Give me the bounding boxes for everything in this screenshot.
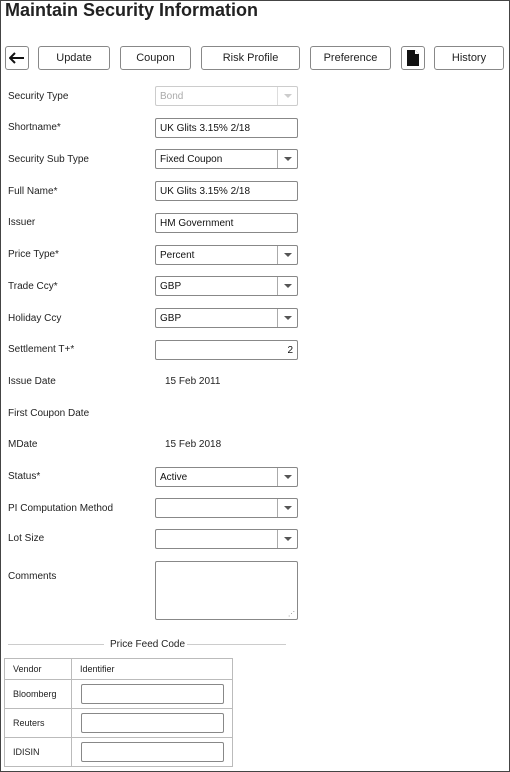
section-divider [8, 644, 104, 645]
first-coupon-date-label: First Coupon Date [8, 408, 90, 419]
identifier-input[interactable] [81, 713, 224, 733]
chevron-down-icon[interactable] [277, 150, 297, 168]
chevron-down-icon[interactable] [277, 246, 297, 264]
chevron-down-icon[interactable] [277, 499, 297, 517]
back-button[interactable] [5, 46, 29, 70]
update-button[interactable]: Update [38, 46, 110, 70]
identifier-cell [72, 680, 233, 709]
holiday-ccy-value: GBP [160, 312, 182, 324]
security-sub-type-label: Security Sub Type [8, 154, 89, 165]
vendor-cell: Reuters [5, 709, 72, 738]
identifier-input[interactable] [81, 742, 224, 762]
section-divider [186, 644, 286, 645]
column-header-vendor: Vendor [5, 659, 72, 680]
settlement-input[interactable]: 2 [155, 340, 298, 360]
mdate-value: 15 Feb 2018 [165, 439, 222, 450]
status-label: Status* [8, 471, 41, 482]
column-header-identifier: Identifier [72, 659, 233, 680]
risk-profile-button[interactable]: Risk Profile [201, 46, 300, 70]
price-type-label: Price Type* [8, 249, 59, 260]
chevron-down-icon[interactable] [277, 530, 297, 548]
price-feed-title: Price Feed Code [110, 639, 186, 650]
settlement-label: Settlement T+* [8, 344, 75, 355]
coupon-button[interactable]: Coupon [120, 46, 191, 70]
full-name-label: Full Name* [8, 186, 58, 197]
pi-method-select[interactable] [155, 498, 298, 518]
pi-method-label: PI Computation Method [8, 503, 114, 514]
holiday-ccy-label: Holiday Ccy [8, 313, 62, 324]
vendor-cell: Bloomberg [5, 680, 72, 709]
shortname-input[interactable]: UK Glits 3.15% 2/18 [155, 118, 298, 138]
history-button[interactable]: History [434, 46, 504, 70]
trade-ccy-label: Trade Ccy* [8, 281, 58, 292]
security-type-select [155, 86, 298, 106]
security-type-label: Security Type [8, 91, 69, 102]
shortname-label: Shortname* [8, 122, 61, 133]
document-icon [407, 50, 419, 66]
page-title: Maintain Security Information [5, 0, 259, 20]
table-row [5, 738, 233, 767]
price-feed-table [4, 658, 233, 767]
trade-ccy-select[interactable] [155, 276, 298, 296]
security-type-value: Bond [160, 90, 184, 102]
preference-button[interactable]: Preference [310, 46, 391, 70]
identifier-cell [72, 738, 233, 767]
vendor-cell: IDISIN [5, 738, 72, 767]
security-sub-type-select[interactable] [155, 149, 298, 169]
price-type-value: Percent [160, 249, 195, 261]
price-type-select[interactable] [155, 245, 298, 265]
document-button[interactable] [401, 46, 425, 70]
table-row [5, 680, 233, 709]
chevron-down-icon [277, 87, 297, 105]
full-name-input[interactable]: UK Glits 3.15% 2/18 [155, 181, 298, 201]
trade-ccy-value: GBP [160, 280, 182, 292]
mdate-label: MDate [8, 439, 38, 450]
lot-size-select[interactable] [155, 529, 298, 549]
status-select[interactable] [155, 467, 298, 487]
chevron-down-icon[interactable] [277, 277, 297, 295]
lot-size-label: Lot Size [8, 533, 45, 544]
identifier-input[interactable] [81, 684, 224, 704]
security-sub-type-value: Fixed Coupon [160, 153, 223, 165]
comments-label: Comments [8, 571, 57, 582]
comments-textarea[interactable] [155, 561, 298, 620]
issue-date-label: Issue Date [8, 376, 56, 387]
status-value: Active [160, 471, 188, 483]
issuer-label: Issuer [8, 217, 36, 228]
resize-grip-icon[interactable]: ⋰ [288, 611, 295, 618]
table-row [5, 709, 233, 738]
issuer-input[interactable]: HM Government [155, 213, 298, 233]
issue-date-value: 15 Feb 2011 [165, 376, 221, 387]
chevron-down-icon[interactable] [277, 309, 297, 327]
identifier-cell [72, 709, 233, 738]
chevron-down-icon[interactable] [277, 468, 297, 486]
table-header-row [5, 659, 233, 680]
holiday-ccy-select[interactable] [155, 308, 298, 328]
arrow-left-icon [9, 52, 25, 64]
